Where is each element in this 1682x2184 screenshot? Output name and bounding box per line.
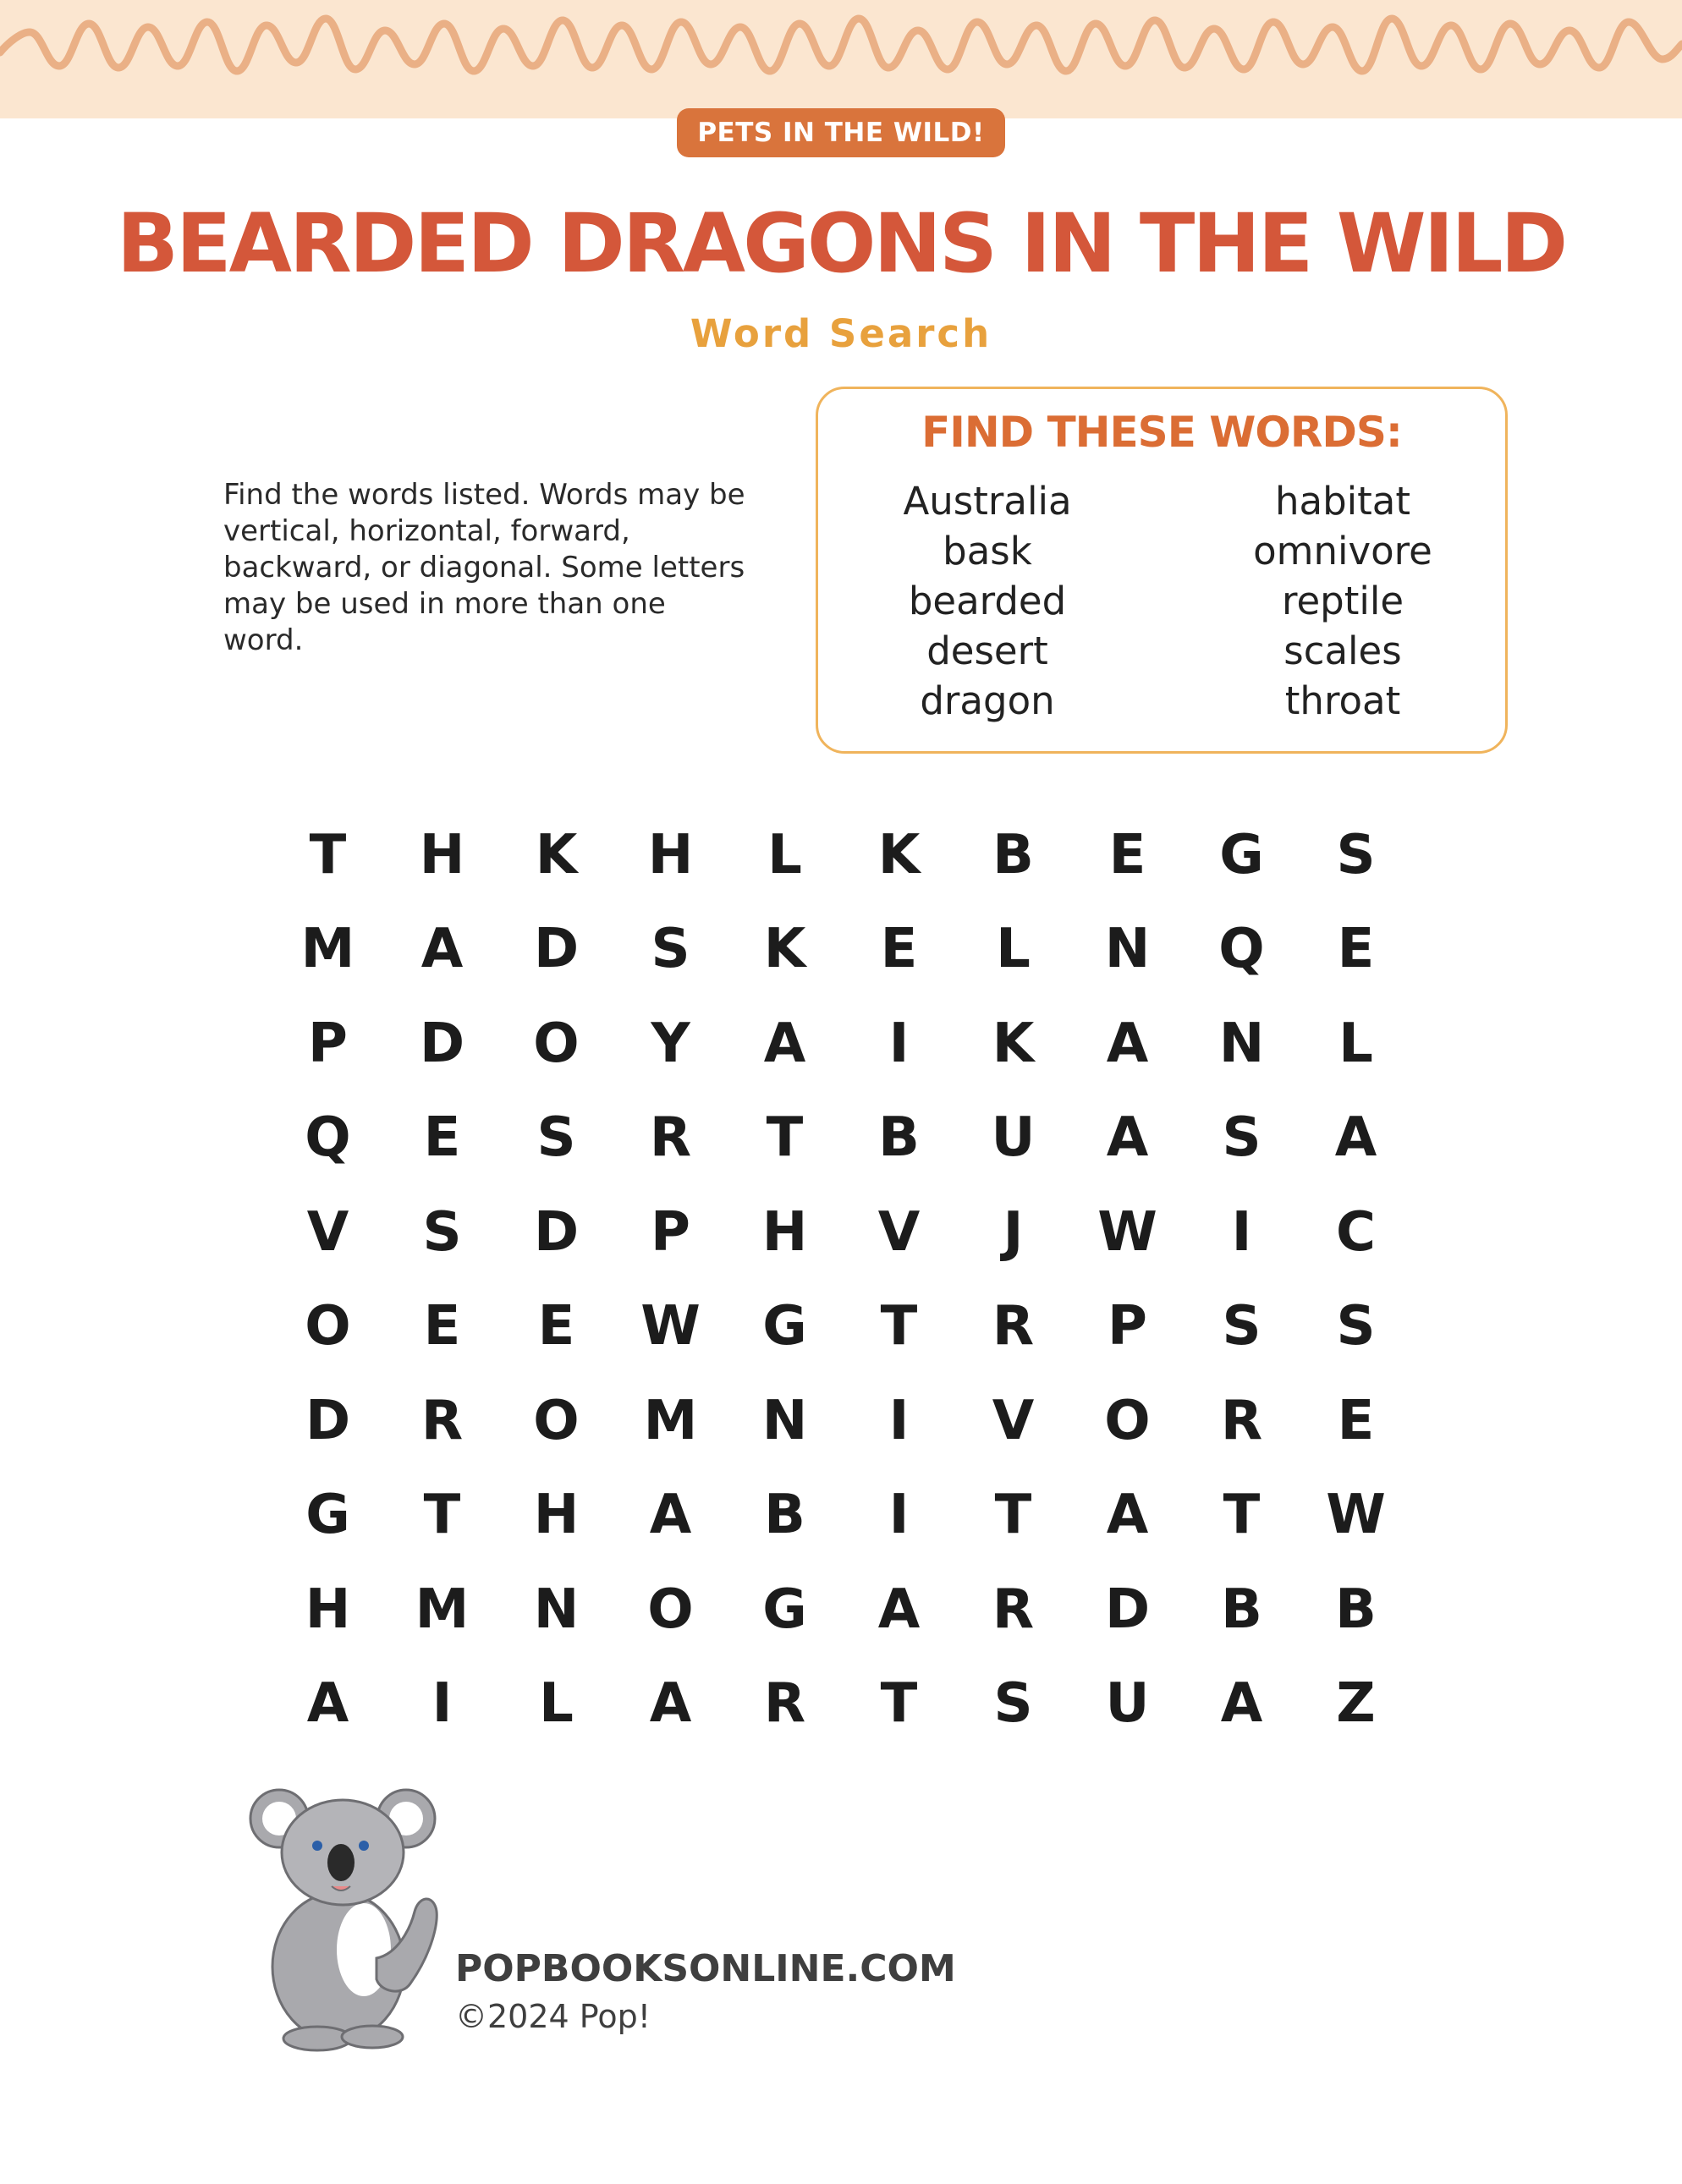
grid-letter: I	[1231, 1200, 1252, 1264]
grid-row	[271, 1657, 1413, 1752]
grid-letter: B	[1221, 1578, 1262, 1641]
grid-letter: H	[305, 1578, 351, 1641]
grid-letter: D	[533, 1200, 580, 1264]
grid-letter: M	[300, 918, 355, 981]
grid-letter: N	[1218, 1012, 1265, 1075]
word-item: habitat	[1274, 479, 1411, 524]
grid-letter: A	[649, 1672, 692, 1736]
grid-letter: D	[305, 1389, 351, 1452]
grid-letter: A	[306, 1672, 349, 1736]
grid-letter: I	[431, 1672, 453, 1736]
grid-letter: D	[419, 1012, 465, 1075]
grid-letter: T	[1223, 1484, 1261, 1547]
top-decorative-band	[0, 0, 1682, 118]
word-item: scales	[1283, 628, 1402, 673]
word-item: dragon	[920, 678, 1055, 723]
grid-letter: O	[533, 1012, 580, 1075]
grid-letter: W	[1326, 1484, 1386, 1547]
grid-letter: K	[877, 823, 921, 886]
grid-letter: S	[1222, 1106, 1262, 1170]
grid-letter: V	[992, 1389, 1035, 1452]
grid-letter: S	[1336, 823, 1376, 886]
grid-row	[271, 808, 1413, 903]
grid-letter: E	[537, 1295, 575, 1358]
grid-letter: R	[1220, 1389, 1263, 1452]
website-label: POPBOOKSONLINE.COM	[455, 1947, 956, 1990]
grid-letter: M	[415, 1578, 470, 1641]
grid-letter: A	[649, 1484, 692, 1547]
grid-letter: K	[535, 823, 578, 886]
page-title: BEARDED DRAGONS IN THE WILD	[116, 196, 1566, 291]
grid-letter: S	[651, 918, 690, 981]
word-list-right-column	[1190, 476, 1495, 726]
grid-letter: B	[1335, 1578, 1377, 1641]
grid-letter: V	[877, 1200, 921, 1264]
grid-letter: A	[877, 1578, 921, 1641]
grid-row	[271, 1280, 1413, 1375]
word-list-box	[816, 387, 1508, 754]
grid-letter: T	[766, 1106, 804, 1170]
word-item: bask	[943, 529, 1032, 573]
grid-letter: D	[1104, 1578, 1151, 1641]
grid-letter: G	[762, 1578, 807, 1641]
grid-letter: I	[888, 1484, 910, 1547]
grid-letter: M	[643, 1389, 698, 1452]
grid-letter: O	[533, 1389, 580, 1452]
grid-letter: N	[761, 1389, 808, 1452]
word-item: desert	[926, 628, 1048, 673]
grid-letter: L	[767, 823, 802, 886]
grid-row	[271, 996, 1413, 1091]
grid-letter: R	[649, 1106, 692, 1170]
copyright-text: ©2024 Pop!	[455, 1998, 651, 2035]
grid-letter: U	[991, 1106, 1036, 1170]
grid-letter: P	[651, 1200, 690, 1264]
grid-letter: A	[763, 1012, 806, 1075]
grid-letter: Q	[305, 1106, 351, 1170]
grid-letter: K	[763, 918, 806, 981]
grid-letter: S	[1222, 1295, 1262, 1358]
grid-letter: Y	[651, 1012, 690, 1075]
grid-letter: Q	[1218, 918, 1265, 981]
word-item: reptile	[1281, 579, 1404, 623]
grid-letter: H	[761, 1200, 808, 1264]
grid-letter: O	[647, 1578, 694, 1641]
word-item: omnivore	[1253, 529, 1432, 573]
page-subtitle: Word Search	[690, 311, 992, 356]
grid-letter: E	[423, 1106, 461, 1170]
grid-letter: S	[1336, 1295, 1376, 1358]
word-item: throat	[1284, 678, 1401, 723]
word-item: Australia	[903, 479, 1072, 524]
grid-letter: E	[1108, 823, 1146, 886]
grid-letter: G	[762, 1295, 807, 1358]
grid-letter: O	[1104, 1389, 1151, 1452]
grid-letter: A	[1106, 1484, 1149, 1547]
grid-letter: E	[1337, 1389, 1375, 1452]
grid-letter: I	[888, 1012, 910, 1075]
grid-row	[271, 1185, 1413, 1280]
grid-row	[271, 1374, 1413, 1468]
grid-row	[271, 903, 1413, 997]
grid-letter: J	[1003, 1200, 1024, 1264]
grid-letter: C	[1336, 1200, 1376, 1264]
grid-letter: E	[880, 918, 918, 981]
koala-illustration-icon	[237, 1785, 465, 2059]
grid-letter: T	[423, 1484, 461, 1547]
grid-letter: W	[640, 1295, 701, 1358]
grid-letter: R	[420, 1389, 464, 1452]
grid-letter: N	[533, 1578, 580, 1641]
grid-letter: H	[533, 1484, 580, 1547]
grid-letter: T	[309, 823, 347, 886]
grid-letter: A	[1334, 1106, 1377, 1170]
word-list-left-column	[835, 476, 1140, 726]
grid-letter: W	[1097, 1200, 1157, 1264]
grid-letter: B	[764, 1484, 805, 1547]
grid-letter: K	[992, 1012, 1035, 1075]
grid-letter: G	[1219, 823, 1264, 886]
grid-letter: G	[305, 1484, 350, 1547]
grid-letter: L	[539, 1672, 574, 1736]
grid-letter: A	[1106, 1012, 1149, 1075]
grid-letter: V	[306, 1200, 349, 1264]
zigzag-border-icon	[0, 0, 1682, 118]
grid-letter: E	[423, 1295, 461, 1358]
grid-letter: Z	[1336, 1672, 1376, 1736]
grid-letter: E	[1337, 918, 1375, 981]
grid-letter: B	[878, 1106, 920, 1170]
instructions-text: Find the words listed. Words may be vertical, horizontal, forward, backward, or diagonal. Some letters may be used in more than one word.	[223, 478, 745, 657]
word-item: bearded	[908, 579, 1067, 623]
grid-row	[271, 1468, 1413, 1563]
grid-letter: T	[880, 1672, 918, 1736]
word-list-title: FIND THESE WORDS:	[921, 408, 1402, 457]
letter-grid	[271, 808, 1413, 1751]
grid-letter: A	[1106, 1106, 1149, 1170]
grid-letter: U	[1105, 1672, 1150, 1736]
grid-letter: L	[1338, 1012, 1373, 1075]
grid-letter: R	[992, 1578, 1035, 1641]
grid-letter: S	[993, 1672, 1033, 1736]
grid-letter: P	[308, 1012, 348, 1075]
grid-row	[271, 1091, 1413, 1186]
grid-row	[271, 1562, 1413, 1657]
grid-letter: A	[1220, 1672, 1263, 1736]
grid-letter: T	[880, 1295, 918, 1358]
grid-letter: B	[992, 823, 1034, 886]
grid-letter: A	[420, 918, 464, 981]
grid-letter: H	[419, 823, 465, 886]
grid-letter: N	[1104, 918, 1151, 981]
grid-letter: R	[992, 1295, 1035, 1358]
category-badge: PETS IN THE WILD!	[677, 108, 1005, 157]
grid-letter: S	[536, 1106, 576, 1170]
grid-letter: I	[888, 1389, 910, 1452]
grid-letter: R	[763, 1672, 806, 1736]
grid-letter: S	[422, 1200, 462, 1264]
grid-letter: H	[647, 823, 694, 886]
grid-letter: T	[994, 1484, 1032, 1547]
grid-letter: O	[305, 1295, 351, 1358]
grid-letter: D	[533, 918, 580, 981]
grid-letter: L	[996, 918, 1031, 981]
grid-letter: P	[1108, 1295, 1147, 1358]
